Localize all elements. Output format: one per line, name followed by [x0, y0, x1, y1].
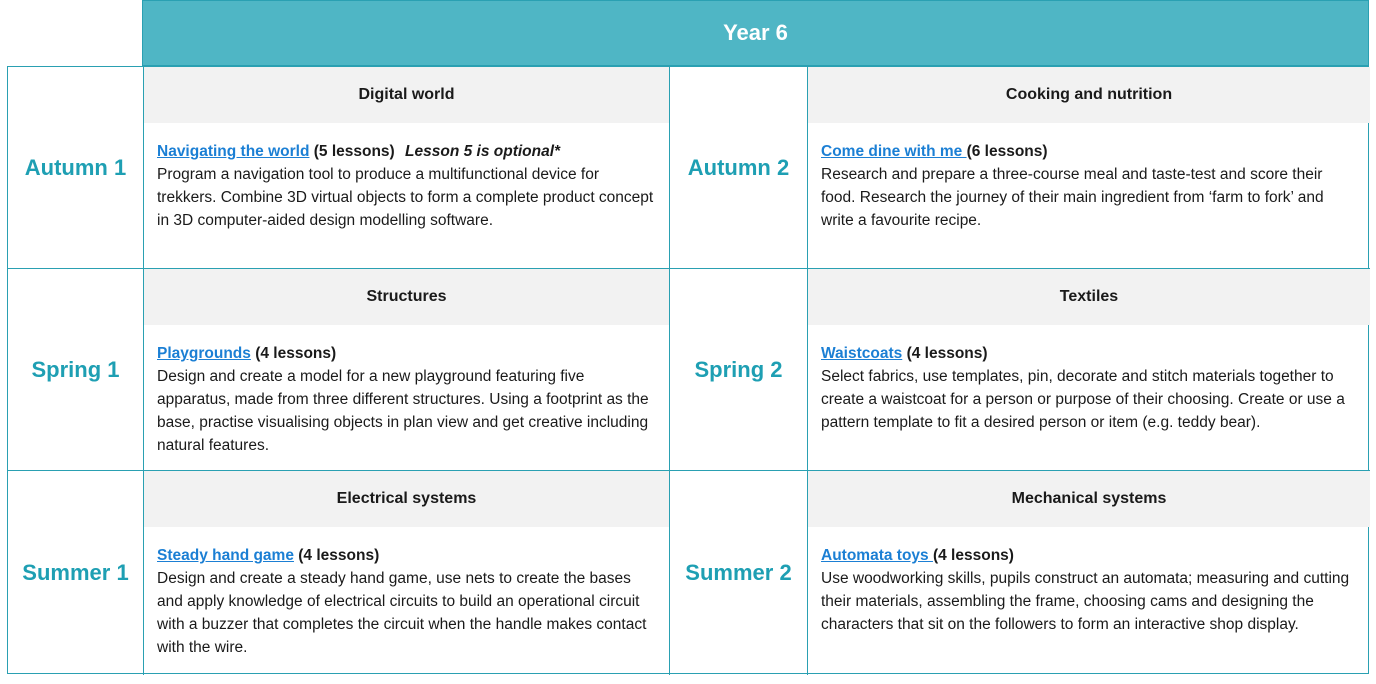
topic-body — [144, 325, 669, 457]
topic-body — [144, 527, 669, 659]
topic-title: Cooking and nutrition — [808, 67, 1370, 123]
lesson-count: (5 lessons) — [309, 143, 395, 160]
topic-body — [808, 123, 1370, 232]
topic-title: Mechanical systems — [808, 471, 1370, 527]
unit-description: Select fabrics, use templates, pin, decorate and stitch materials together to create a waistcoat for a person or purpose of their choosing. Create or use a pattern template to fit a desired person or item (e.g. teddy bear). — [821, 368, 1345, 431]
lesson-count: (4 lessons) — [902, 345, 988, 362]
unit-description: Design and create a model for a new playground featuring five apparatus, made from three different structures. Using a footprint as the base, practise visualising objects in plan view and get creative including natural features. — [157, 368, 649, 454]
topic-cell — [144, 67, 670, 269]
topic-title: Digital world — [144, 67, 669, 123]
term-label: Autumn 1 — [8, 67, 144, 269]
unit-description: Design and create a steady hand game, use nets to create the bases and apply knowledge of electrical circuits to build an operational circuit with a buzzer that completes the circuit when the handle makes contact with the wire. — [157, 570, 647, 656]
unit-link[interactable]: Come dine with me — [821, 143, 967, 160]
lesson-count: (4 lessons) — [932, 547, 1014, 564]
topic-cell — [808, 471, 1370, 675]
unit-link[interactable]: Steady hand game — [157, 547, 294, 564]
topic-title: Structures — [144, 269, 669, 325]
unit-link[interactable]: Playgrounds — [157, 345, 251, 362]
topic-cell — [144, 269, 670, 471]
topic-cell — [808, 67, 1370, 269]
term-label: Spring 2 — [670, 269, 808, 471]
lesson-count: (4 lessons) — [250, 345, 337, 362]
lesson-count: (6 lessons) — [966, 143, 1048, 160]
year-header — [142, 0, 1369, 66]
unit-description: Program a navigation tool to produce a multifunctional device for trekkers. Combine 3D virtual objects to form a complete product concept in 3D computer-aided design modelling software. — [157, 166, 654, 229]
topic-body — [808, 527, 1370, 636]
lesson-count: (4 lessons) — [293, 547, 380, 564]
unit-description: Use woodworking skills, pupils construct an automata; measuring and cutting their materials, assembling the frame, choosing cams and designing the characters that sit on the followers to form an interactive shop display. — [821, 570, 1350, 633]
year-title: Year 6 — [723, 20, 788, 45]
topic-cell — [808, 269, 1370, 471]
topic-body — [808, 325, 1370, 434]
optional-note: Lesson 5 is optional* — [400, 143, 561, 160]
term-label: Summer 2 — [670, 471, 808, 675]
unit-link[interactable]: Navigating the world — [157, 143, 310, 160]
unit-link[interactable]: Automata toys — [821, 547, 933, 564]
topic-cell — [144, 471, 670, 675]
topic-body — [144, 123, 669, 232]
unit-link[interactable]: Waistcoats — [821, 345, 903, 362]
unit-description: Research and prepare a three-course meal and taste-test and score their food. Research the journey of their main ingredient from ‘farm to fork’ and write a favourite recipe. — [821, 166, 1324, 229]
term-label: Spring 1 — [8, 269, 144, 471]
topic-title: Textiles — [808, 269, 1370, 325]
term-label: Summer 1 — [8, 471, 144, 675]
topic-title: Electrical systems — [144, 471, 669, 527]
curriculum-table — [7, 66, 1369, 674]
term-label: Autumn 2 — [670, 67, 808, 269]
